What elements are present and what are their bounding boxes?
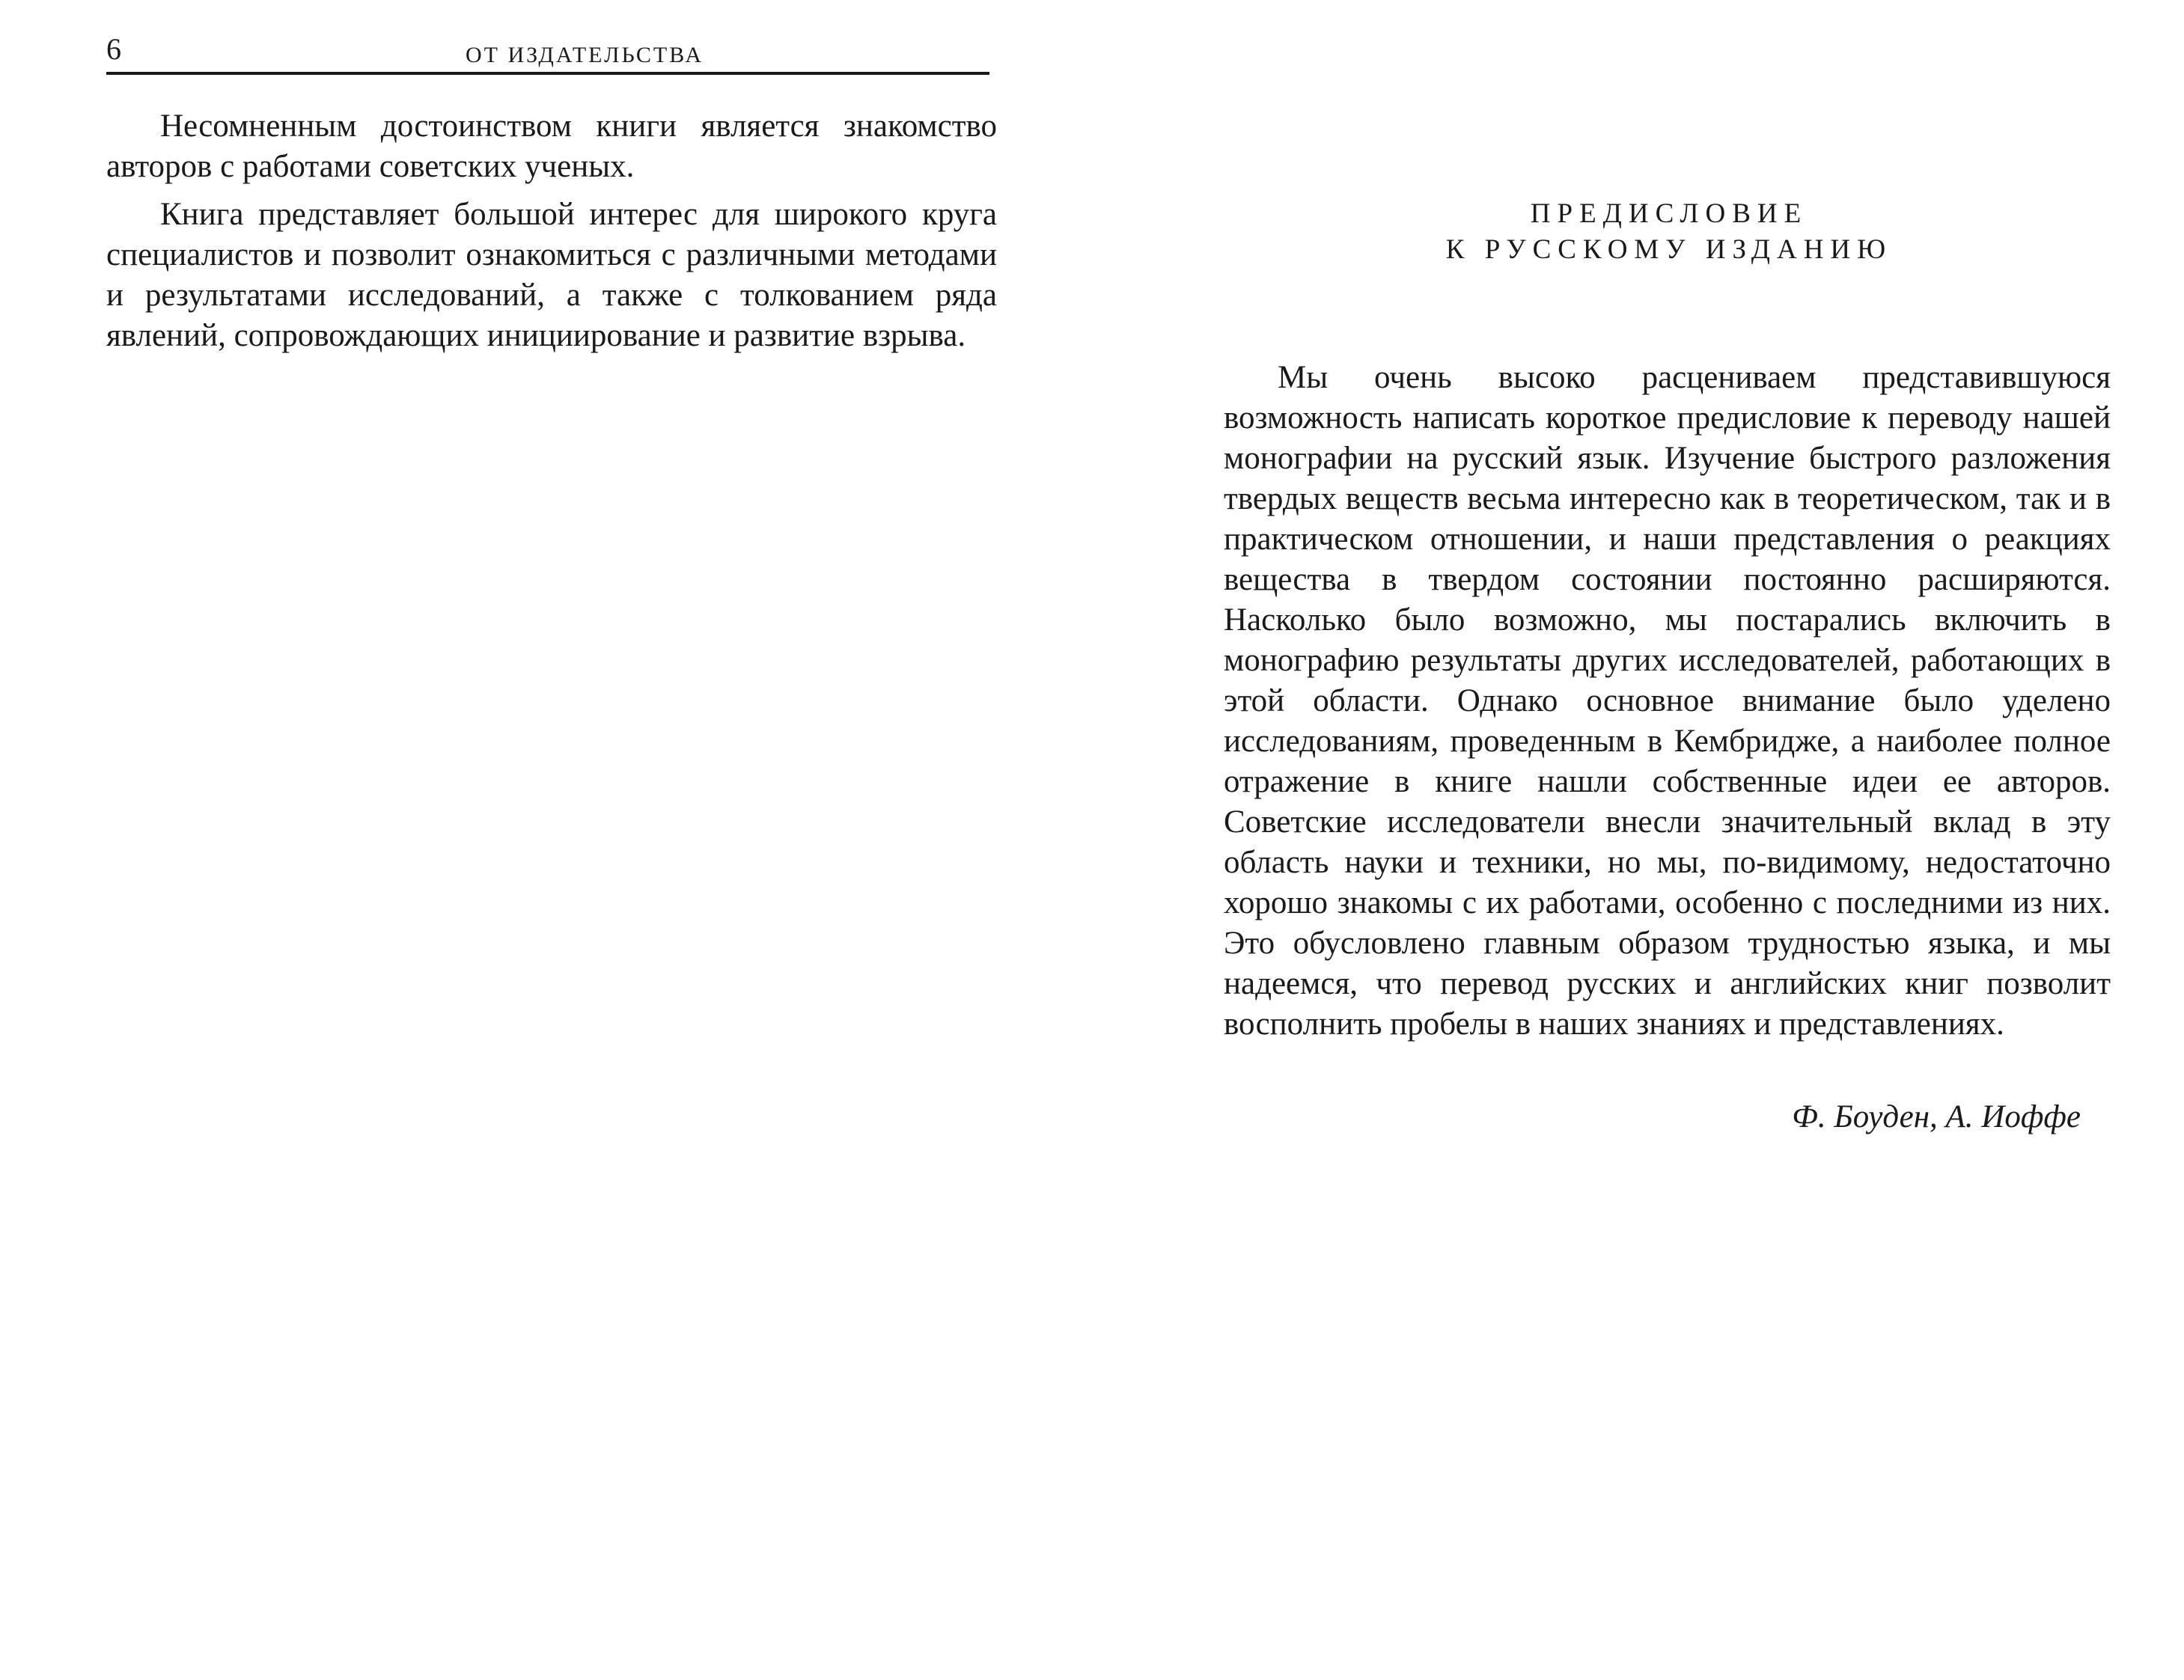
left-paragraph-2: Книга представляет большой интерес для широкого круга специалистов и позволит ознакомиться с различными методами и результатами исследований, а также с толкованием ряда явлений, сопровождающих инициирование и развитие взрыва. (106, 197, 997, 353)
signature: Ф. Боуден, А. Иоффе (1792, 1099, 2081, 1134)
preface-title-line-1: ПРЕДИСЛОВИЕ (1530, 198, 1808, 229)
preface-title-line-2: К РУССКОМУ ИЗДАНИЮ (1445, 234, 1893, 265)
page-number: 6 (106, 32, 121, 66)
running-title: ОТ ИЗДАТЕЛЬСТВА (466, 43, 704, 67)
running-head (106, 28, 989, 73)
preface-paragraph: Мы очень высоко расцениваем представившуюся возможность написать короткое предисловие к переводу нашей монографии на русский язык. Изучение быстрого разложения твердых веществ весьма интересно как в теоретическом, так и в практическом отношении, и наши представления о реакциях вещества в твердом состоянии постоянно расширяются. Насколько было возможно, мы постарались включить в монографию результаты других исследователей, работающих в этой области. Однако основное внимание было уделено исследованиям, проведенным в Кембридже, а наиболее полное отражение в книге нашли собственные идеи ее авторов. Советские исследователи внесли значительный вклад в эту область науки и техники, но мы, по-видимому, недостаточно хорошо знакомы с их работами, особенно с последними из них. Это обусловлено главным образом трудностью языка, и мы надеемся, что перевод русских и английских книг позволит восполнить пробелы в наших знаниях и представлениях. (1224, 360, 2111, 1042)
preface-title (1213, 196, 2126, 268)
left-paragraph-1: Несомненным достоинством книги является знакомство авторов с работами советских ученых. (106, 109, 997, 184)
header-rule (106, 72, 989, 75)
